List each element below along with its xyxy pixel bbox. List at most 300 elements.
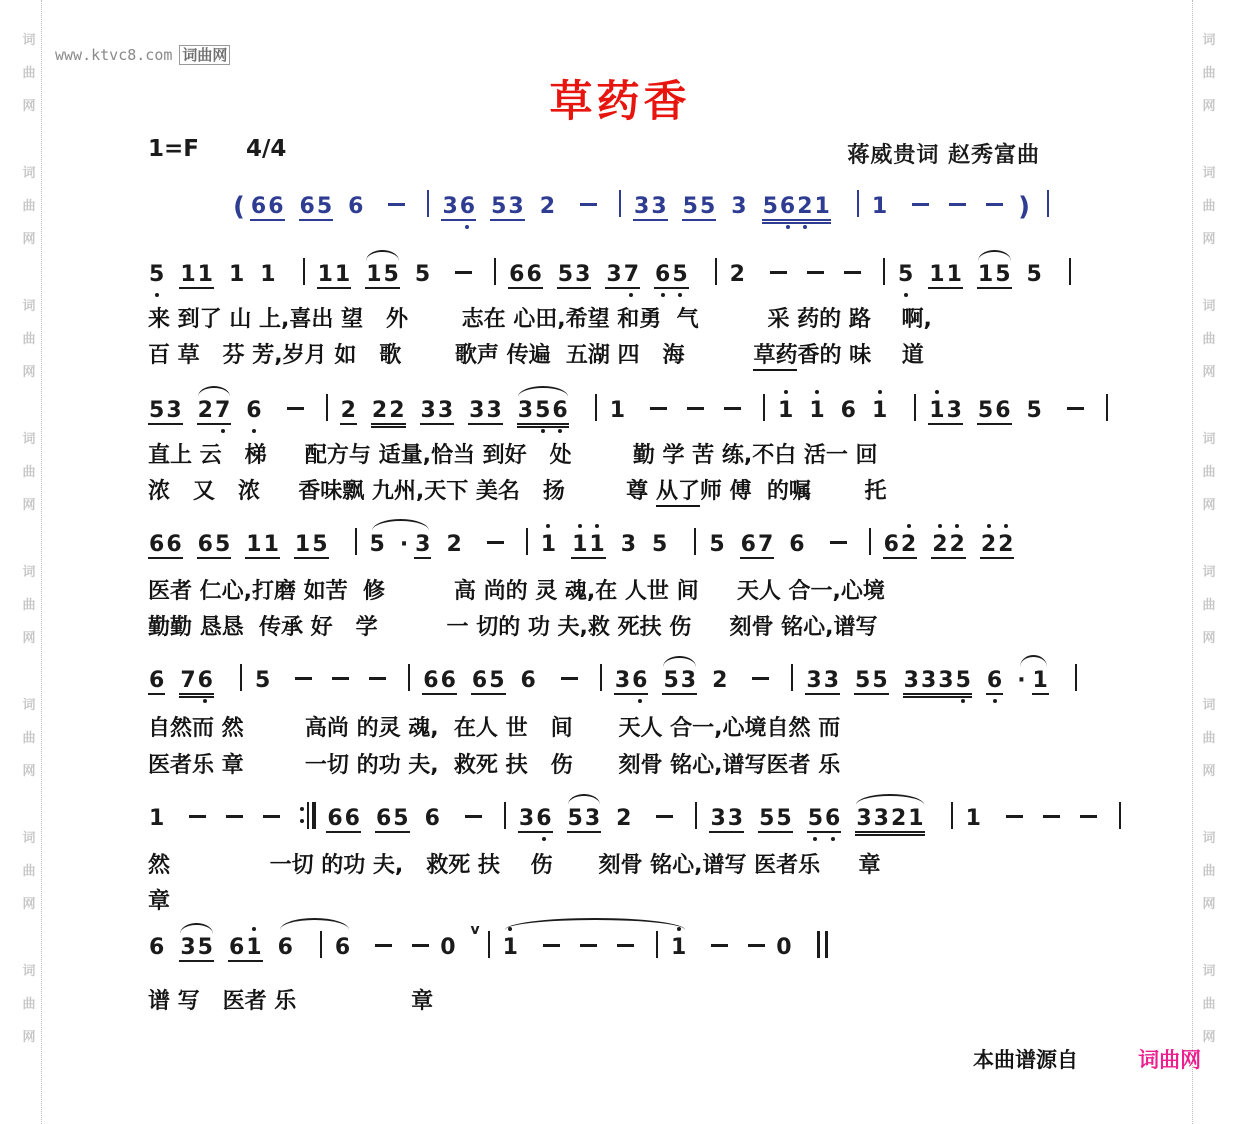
- note-digit: 1: [260, 262, 276, 287]
- duration-dash: [1006, 815, 1023, 818]
- lyric-segment: 直上 云 梯 配方与 适量,恰当 到好 处 勤 学 苦 练,不白 活一 回: [148, 443, 878, 468]
- note: [424, 806, 441, 831]
- border-text-group: [1201, 423, 1217, 522]
- note-digit: 5: [709, 532, 725, 557]
- music-line-intro: [228, 190, 1061, 232]
- footer-source-text: 本曲谱源自: [973, 1048, 1078, 1072]
- note: [148, 806, 165, 831]
- note-digit: 3: [856, 806, 872, 831]
- note-digit: 1: [1032, 668, 1048, 693]
- note-digit: 7: [757, 532, 774, 557]
- note: [508, 262, 543, 289]
- note: [259, 262, 276, 287]
- border-text-char: 词: [22, 166, 36, 181]
- note: [299, 194, 334, 221]
- border-text-char: 词: [22, 432, 36, 447]
- note: [334, 935, 351, 960]
- border-text-char: 网: [22, 1030, 36, 1045]
- note-digit: 1: [263, 532, 279, 557]
- note: [605, 262, 640, 289]
- note: [468, 398, 503, 425]
- note-digit-low-octave: 6: [986, 668, 1003, 693]
- note-digit: 5: [663, 668, 679, 693]
- note: [520, 668, 537, 693]
- duration-dash: [561, 677, 578, 680]
- note: [651, 532, 668, 557]
- note-digit: 6: [348, 194, 364, 219]
- right-watermark-column: [1201, 24, 1217, 1088]
- note: [682, 194, 717, 221]
- note: [711, 668, 728, 693]
- barline: [600, 664, 602, 691]
- note-digit: 6: [740, 532, 756, 557]
- note-digit: 5: [383, 262, 399, 287]
- border-text-group: [21, 157, 37, 256]
- border-text-group: [21, 955, 37, 1054]
- note: [633, 194, 668, 221]
- border-text-char: 曲: [22, 731, 36, 746]
- lyric-underlined-segment: 草药: [753, 343, 797, 371]
- border-text-char: 词: [1202, 432, 1216, 447]
- note-digit-low-octave: 6: [825, 806, 841, 831]
- note-digit: 5: [1026, 262, 1042, 287]
- note-digit: 3: [420, 398, 436, 423]
- note-digit: 2: [371, 398, 388, 423]
- tie-group: [1017, 668, 1063, 695]
- note-digit: 3: [873, 806, 889, 831]
- note-digit: 5: [855, 668, 871, 693]
- note-digit: 6: [840, 398, 856, 423]
- note-digit: 3: [166, 398, 182, 423]
- music-line-verse-1: [148, 258, 1083, 300]
- note-digit: 1: [366, 262, 382, 287]
- barline: [326, 394, 328, 421]
- note: [148, 668, 165, 695]
- note-digit: 1: [908, 806, 924, 831]
- note-digit: 2: [616, 806, 632, 831]
- border-text-char: 网: [22, 498, 36, 513]
- border-text-char: 词: [1202, 565, 1216, 580]
- border-text-char: 词: [1202, 33, 1216, 48]
- border-text-char: 词: [1202, 964, 1216, 979]
- lyric-segment: 勤勤 恳恳 传承 好 学 一 切的 功 夫,救 死扶 伤 刻骨 铭心,谱写: [148, 615, 878, 640]
- note: [365, 262, 400, 289]
- note-digit: 2: [890, 806, 907, 831]
- note-digit: 3: [415, 532, 431, 557]
- note: [148, 398, 183, 425]
- lyric-line-coda-1: [148, 984, 433, 1015]
- note: [340, 398, 357, 425]
- note-digit: 3: [508, 194, 524, 219]
- lyric-line-verse-5-1: [148, 848, 880, 879]
- duration-dash: [580, 203, 597, 206]
- barline: [715, 258, 717, 285]
- note: [179, 668, 214, 695]
- border-text-group: [21, 556, 37, 655]
- duration-dash: [580, 944, 597, 947]
- note-digit: 2: [712, 668, 728, 693]
- border-text-char: 曲: [1202, 332, 1216, 347]
- note-digit: 6: [344, 806, 360, 831]
- barline: [857, 190, 859, 217]
- note-digit: 1: [294, 532, 311, 557]
- border-text-char: 词: [1202, 698, 1216, 713]
- note-digit-low-octave: 5: [897, 262, 914, 287]
- note: [883, 532, 918, 559]
- border-text-char: 网: [1202, 631, 1216, 646]
- border-text-char: 曲: [22, 66, 36, 81]
- right-dotted-border: [1192, 0, 1193, 1124]
- note: [490, 194, 525, 221]
- barline: [303, 258, 305, 285]
- note-digit: 1: [965, 806, 981, 831]
- lyric-segment: 医者 仁心,打磨 如苦 修 高 尚的 灵 魂,在 人世 间 天人 合一,心境: [148, 579, 885, 604]
- duration-dash: [1043, 815, 1060, 818]
- note: [871, 398, 888, 423]
- duration-dash: [748, 944, 765, 947]
- lyric-segment: 浓 又 浓 香味飘 九州,天下 美名 扬 尊: [148, 479, 656, 504]
- note-digit: 6: [197, 532, 213, 557]
- border-text-char: 网: [22, 764, 36, 779]
- note: [808, 398, 825, 423]
- duration-dash: [650, 407, 667, 410]
- note-digit: 0: [440, 935, 456, 960]
- note: [250, 194, 285, 221]
- note: [148, 935, 165, 960]
- note: [414, 532, 431, 559]
- note: [197, 532, 232, 559]
- duration-dash: [752, 677, 769, 680]
- note: [148, 532, 183, 559]
- note: [228, 262, 245, 287]
- note-digit: 5: [414, 262, 431, 287]
- barline: [1069, 258, 1071, 285]
- note: [518, 806, 553, 833]
- note-digit: 5: [652, 532, 668, 557]
- duration-dash: [687, 407, 704, 410]
- barline: [869, 528, 871, 555]
- note: [422, 668, 457, 695]
- note-digit: 1: [946, 262, 962, 287]
- note-digit: 5: [762, 194, 778, 219]
- note-digit: 2: [539, 194, 556, 219]
- note-digit: 3: [823, 668, 839, 693]
- note: [148, 262, 165, 287]
- note-digit: 6: [526, 262, 542, 287]
- note-digit-high-octave: 1: [572, 532, 588, 557]
- border-text-char: 词: [1202, 166, 1216, 181]
- note: [840, 398, 857, 423]
- note-digit: 6: [327, 806, 343, 831]
- duration-dash: [912, 203, 929, 206]
- border-text-char: 词: [22, 698, 36, 713]
- duration-dash: [226, 815, 243, 818]
- music-line-coda: [148, 922, 838, 973]
- repeat-barline: [300, 802, 316, 829]
- lyric-segment: 师 傅 的嘱 托: [699, 479, 887, 504]
- border-text-char: 词: [22, 964, 36, 979]
- note-digit: 6: [440, 668, 456, 693]
- note-digit-high-octave: 1: [809, 398, 825, 423]
- border-text-char: 曲: [1202, 598, 1216, 613]
- note: [502, 935, 519, 960]
- note-digit-low-octave: 5: [535, 398, 551, 423]
- note: [1032, 668, 1049, 695]
- note-digit: 1: [317, 262, 333, 287]
- lyric-line-verse-3-2: [148, 610, 878, 641]
- note-digit: 2: [729, 262, 745, 287]
- note: [317, 262, 352, 289]
- lyric-segment: 百 草 芬 芳,岁月 如 歌 歌声 传遍 五湖 四 海: [148, 343, 754, 368]
- note-digit: 6: [423, 668, 439, 693]
- note-digit: 3: [634, 194, 650, 219]
- note: [740, 532, 775, 559]
- note: [445, 532, 462, 557]
- note-digit: 6: [166, 532, 182, 557]
- note-digit-high-octave: 1: [502, 935, 518, 960]
- lyric-line-verse-4-1: [148, 711, 840, 742]
- duration-dash: [844, 271, 861, 274]
- note-digit: 3: [584, 806, 601, 831]
- note-digit: 5: [977, 398, 994, 423]
- note-digit: 5: [491, 194, 507, 219]
- note: [871, 194, 888, 219]
- note-digit: 3: [727, 806, 744, 831]
- duration-dash: [724, 407, 741, 410]
- barline: [595, 394, 597, 421]
- note: [254, 668, 271, 693]
- note-digit: 5: [254, 668, 271, 693]
- note-digit: 5: [567, 806, 583, 831]
- note: [557, 262, 592, 289]
- note: [326, 806, 361, 833]
- note: [197, 398, 232, 425]
- note-digit: 3: [437, 398, 454, 423]
- border-text-char: 网: [1202, 232, 1216, 247]
- barline: [763, 394, 765, 421]
- note-digit: 2: [446, 532, 462, 557]
- border-text-group: [1201, 157, 1217, 256]
- note-digit: 1: [814, 194, 830, 219]
- note: [1026, 398, 1043, 423]
- music-line-verse-5: [148, 802, 1133, 844]
- duration-dash: [617, 944, 634, 947]
- note: [788, 532, 805, 557]
- note-digit: 6: [471, 668, 488, 693]
- note: [1026, 262, 1043, 287]
- barline: [427, 190, 429, 217]
- note-digit: 3: [920, 668, 937, 693]
- note-digit: 5: [316, 194, 333, 219]
- border-text-char: 曲: [22, 864, 36, 879]
- barline: [791, 664, 793, 691]
- border-text-char: 网: [22, 631, 36, 646]
- footer-brand-link[interactable]: 词曲网: [1138, 1048, 1202, 1072]
- border-text-char: 曲: [22, 332, 36, 347]
- duration-dash: [807, 271, 824, 274]
- barline: [694, 528, 696, 555]
- note: [517, 398, 569, 425]
- note-digit-low-octave: 6: [632, 668, 648, 693]
- border-text-char: 词: [22, 565, 36, 580]
- note-digit-low-octave: 6: [536, 806, 552, 831]
- note-digit: 5: [872, 668, 888, 693]
- note-digit: 6: [520, 668, 536, 693]
- duration-dash: [465, 815, 482, 818]
- note-digit: 1: [334, 262, 351, 287]
- duration-dash: [711, 944, 728, 947]
- border-text-char: 网: [1202, 897, 1216, 912]
- lyric-segment: 香的 味 道: [797, 343, 924, 368]
- note-digit: 1: [977, 262, 994, 287]
- tie-group: [502, 931, 702, 960]
- lyric-segment: 医者乐 章 一切 的功 夫, 救死 扶 伤 刻骨 铭心,谱写医者 乐: [148, 753, 841, 778]
- note-digit-low-octave: 6: [197, 668, 213, 693]
- note-digit: 6: [375, 806, 392, 831]
- duration-dash: [770, 271, 787, 274]
- note-digit-high-octave: 2: [900, 532, 917, 557]
- lyric-line-verse-2-1: [148, 438, 878, 469]
- barline: [695, 802, 697, 829]
- note-digit: 5: [699, 194, 716, 219]
- note-digit: 3: [731, 194, 747, 219]
- note: [540, 532, 557, 557]
- note-digit: 0: [776, 935, 792, 960]
- barline: [619, 190, 621, 217]
- lyric-line-verse-4-2: [148, 748, 840, 779]
- note-digit: 6: [509, 262, 525, 287]
- barline: [504, 802, 506, 829]
- duration-dash: [369, 677, 386, 680]
- duration-dash: [295, 677, 312, 680]
- note-digit: 5: [149, 398, 165, 423]
- music-line-verse-2: [148, 394, 1120, 436]
- note-digit-high-octave: 2: [949, 532, 965, 557]
- note: [708, 532, 725, 557]
- note-digit: 1: [149, 806, 165, 831]
- note: [980, 532, 1015, 559]
- note: [277, 935, 294, 960]
- note-digit: 5: [1026, 398, 1042, 423]
- lyric-segment: 谱 写 医者 乐 章: [148, 989, 434, 1014]
- border-text-char: 曲: [1202, 465, 1216, 480]
- note-digit: 3: [518, 806, 535, 831]
- note: [179, 935, 214, 962]
- note-digit: 3: [442, 194, 458, 219]
- watermark-site: 词曲网: [179, 45, 230, 65]
- time-signature: 4/4: [246, 136, 287, 162]
- lyric-line-verse-2-2: [148, 474, 886, 505]
- note: [928, 262, 963, 289]
- border-text-char: 曲: [1202, 66, 1216, 81]
- barline: [951, 802, 953, 829]
- border-text-char: 网: [22, 99, 36, 114]
- parenthesis: (: [233, 192, 245, 222]
- border-text-group: [1201, 955, 1217, 1054]
- note: [928, 398, 963, 425]
- note-digit: 7: [180, 668, 196, 693]
- barline: [1119, 802, 1121, 829]
- note: [729, 262, 746, 287]
- note-digit: 3: [680, 668, 697, 693]
- note-digit: 2: [197, 398, 213, 423]
- note: [615, 806, 632, 831]
- note: [730, 194, 747, 219]
- border-text-char: 词: [1202, 299, 1216, 314]
- lyric-line-verse-1-1: [148, 302, 932, 333]
- note: [654, 262, 689, 289]
- border-text-char: 网: [1202, 365, 1216, 380]
- barline: [1075, 664, 1077, 691]
- note: [762, 194, 831, 221]
- note-digit-low-octave: 6: [779, 194, 796, 219]
- note: [897, 262, 914, 287]
- note-digit-high-octave: 1: [778, 398, 794, 423]
- barline: [526, 528, 528, 555]
- note-digit: 5: [312, 532, 328, 557]
- note-digit: 6: [268, 194, 284, 219]
- duration-dash: [949, 203, 966, 206]
- note: [855, 806, 924, 833]
- barline: [494, 258, 496, 285]
- barline: [883, 258, 885, 285]
- note-digit: 5: [682, 194, 698, 219]
- note-digit: 1: [929, 262, 945, 287]
- border-text-char: 网: [22, 232, 36, 247]
- note-digit-high-octave: 1: [589, 532, 605, 557]
- note: [775, 935, 792, 960]
- lyric-segment: 自然而 然 高尚 的灵 魂, 在人 世 间 天人 合一,心境自然 而: [148, 716, 841, 741]
- note-digit-low-octave: 5: [807, 806, 823, 831]
- note: [620, 532, 637, 557]
- note-digit: 3: [651, 194, 667, 219]
- border-text-char: 网: [1202, 1030, 1216, 1045]
- note: [439, 935, 456, 960]
- lyric-line-verse-5-2: [148, 884, 170, 915]
- note: [805, 668, 840, 695]
- breath-mark: v: [470, 922, 480, 938]
- border-text-char: 词: [22, 299, 36, 314]
- border-text-char: 网: [1202, 498, 1216, 513]
- border-text-group: [1201, 556, 1217, 655]
- note-digit: 3: [517, 398, 534, 423]
- watermark: [55, 44, 230, 65]
- border-text-char: 网: [22, 365, 36, 380]
- duration-dash: [986, 203, 1003, 206]
- note: [977, 398, 1012, 425]
- duration-dash: [830, 541, 847, 544]
- lyric-line-verse-3-1: [148, 574, 885, 605]
- note-digit-low-octave: 6: [552, 398, 568, 423]
- note-digit: 6: [228, 935, 245, 960]
- border-text-group: [1201, 822, 1217, 921]
- note-digit: 6: [995, 398, 1011, 423]
- note-digit: 5: [759, 806, 775, 831]
- note-digit: 1: [180, 262, 196, 287]
- note-digit: 1: [197, 262, 213, 287]
- note-digit-low-octave: 7: [214, 398, 231, 423]
- border-text-group: [21, 290, 37, 389]
- border-text-group: [21, 423, 37, 522]
- note: [539, 194, 556, 219]
- note-digit: 1: [246, 532, 262, 557]
- note-digit-high-octave: 1: [246, 935, 262, 960]
- barline: [320, 931, 322, 958]
- music-line-verse-3: [148, 528, 1028, 570]
- note: [662, 668, 697, 695]
- note-digit-low-octave: 5: [955, 668, 971, 693]
- border-text-group: [21, 822, 37, 921]
